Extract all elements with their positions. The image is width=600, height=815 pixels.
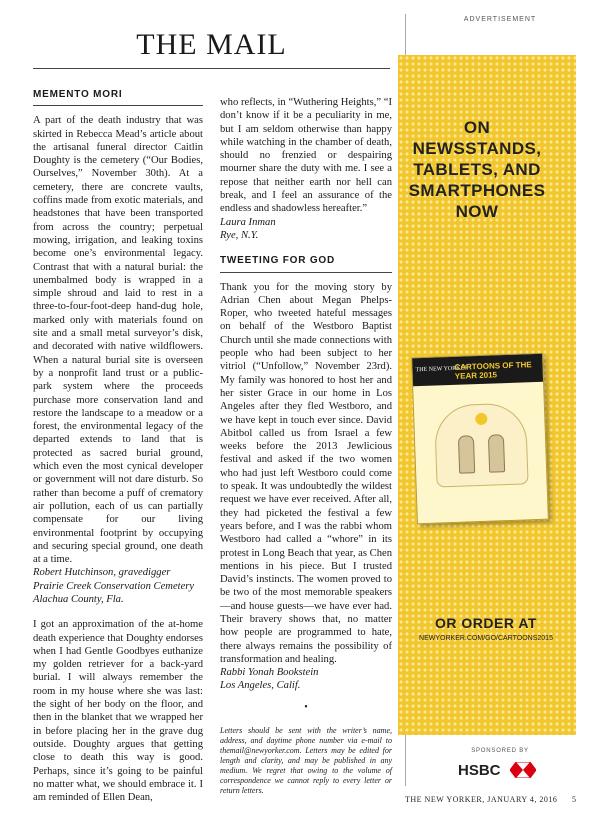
column-middle [220, 96, 392, 796]
column-left [33, 88, 203, 804]
order-url-link[interactable]: NEWYORKER.COM/GO/CARTOONS2015 [419, 635, 553, 642]
hsbc-hexagon-icon [510, 762, 536, 778]
order-text: OR ORDER AT [435, 615, 537, 631]
letter-body: A part of the death industry that was skirted in Rebecca Mead’s article about the artisanal funeral director Caitlin Doughty is the cemetery (“Our Bodies, Ourselves,” November 30th). At a cemetery, there are concrete vaults, coffins made from exotic materials, and headstones that have been transported from across the country; perpetual mowing, irrigation, and leaking toxins become one’s environmental legacy. Contrast that with a natural burial: the unembalmed body is wrapped in a simple shroud and laid to rest in a three-to-four-foot-deep hand-dug hole, marked only with materials found on site and a small metal surveyor’s disk, and decorated with native wildflowers. When a natural burial site is overseen by a nonprofit land trust or a public-park system where the proceeds purchase more conservation land and restore the landscape to a meadow or a forest, the environmental legacy of the departed extends to land that is protected as sacred burial ground, which even the most cynical developer or government will not dare disturb. So rather than become a puff of crematory air pollution, each of us can partially compensate for our living environmental footprint by occupying and securing special ground, one death at a time. [33, 115, 203, 566]
section-heading-memento-mori: MEMENTO MORI [33, 88, 203, 106]
submission-note: Letters should be sent with the writer’s name, address, and daytime phone number via e-mail to themail@newyorker.com. Letters may be edited for length and clarity, and may be published in any medium. We regret that owing to the volume of correspondence we cannot reply to every letter or return letters. [220, 726, 392, 796]
magazine-cover-image [411, 353, 549, 525]
advertisement-label: ADVERTISEMENT [463, 16, 537, 23]
sun-icon [475, 413, 487, 425]
figure-icon [458, 435, 475, 474]
letter-body-continued: who reflects, in “Wuthering Heights,” “I don’t know if it be a peculiarity in me, but I am seldom otherwise than happy while watching in the chamber of death, should no frenzied or despairing mourner share the duty with me. I see a repose that neither earth nor hell can break, and I feel an assurance of the endless and shadowless hereafter.” [220, 97, 392, 215]
magazine-logo: THE NEW YORKER [415, 365, 469, 374]
page-title: THE MAIL [33, 28, 390, 69]
figure-icon [488, 434, 505, 473]
letter-body: I got an approximation of the at-home death experience that Doughty endorses when I had Gentle Goodbyes euthanize my golden retriever for a back-yard burial. I will always remember the room in my house where she was last: the sight of her body on the floor, and then in the blanket that we wrapped her in before placing her in the grave dug outside. Doughty argues that getting close to death this way is good. Perhaps, since it’s going to be painful no matter what, we should embrace it. I am reminded of Ellen Dean, [33, 619, 203, 804]
letter-body: Thank you for the moving story by Adrian Chen about Megan Phelps-Roper, who tweeted hateful messages on behalf of the Westboro Baptist Church until she made connections with people who had been subject to her vitriol (“Unfollow,” November 23rd). My family was honored to host her and her sister Grace in our home in Los Angeles after they fled Westboro, and we have kept in touch ever since. David Abitbol called us from Israel a few weeks before the 2013 Jewlicious festival and asked if the two women who had just left Westboro could come to speak. It was undoubtedly the wildest request we have ever received. After all, they had picketed the festival a few years before, and I was the rabbi whom Westboro had called a “whore” in its protest in Long Beach that year, as Chen mentions in his piece. But I trusted David’s instincts. The women proved to be two of the most memorable speakers—and house guests—we have ever had. Their bravery shows that, no matter how people are programmed to hate, there always remains the possibility of transformation and healing. [220, 281, 392, 665]
magazine-cover-title: CARTOONS OF THE YEAR 2015 [454, 360, 532, 381]
advertisement-panel[interactable] [398, 55, 576, 735]
sponsor-label: SPONSORED BY [471, 748, 529, 754]
section-bullet: • [304, 701, 308, 713]
ad-headline: ON NEWSSTANDS, TABLETS, AND SMARTPHONES NOW [408, 118, 546, 221]
sponsor-logo[interactable] [458, 760, 542, 780]
letter-signature-name: Laura Inman [220, 216, 276, 228]
sponsor-name: HSBC [458, 762, 501, 779]
section-heading-tweeting-for-god: TWEETING FOR GOD [220, 254, 392, 272]
page-footer: THE NEW YORKER, JANUARY 4, 2016 [405, 795, 558, 804]
letter-signature-place: Rye, N.Y. [220, 229, 259, 241]
page-number: 5 [572, 795, 576, 804]
cartoon-illustration [434, 402, 529, 487]
letter-signature-org: Prairie Creek Conservation Cemetery [33, 580, 195, 592]
letter-signature-place: Los Angeles, Calif. [220, 680, 301, 692]
letter-signature-name: Robert Hutchinson, gravedigger [33, 567, 171, 579]
letter-signature-name: Rabbi Yonah Bookstein [220, 667, 319, 679]
letter-signature-place: Alachua County, Fla. [33, 593, 124, 605]
order-callout [418, 615, 554, 642]
